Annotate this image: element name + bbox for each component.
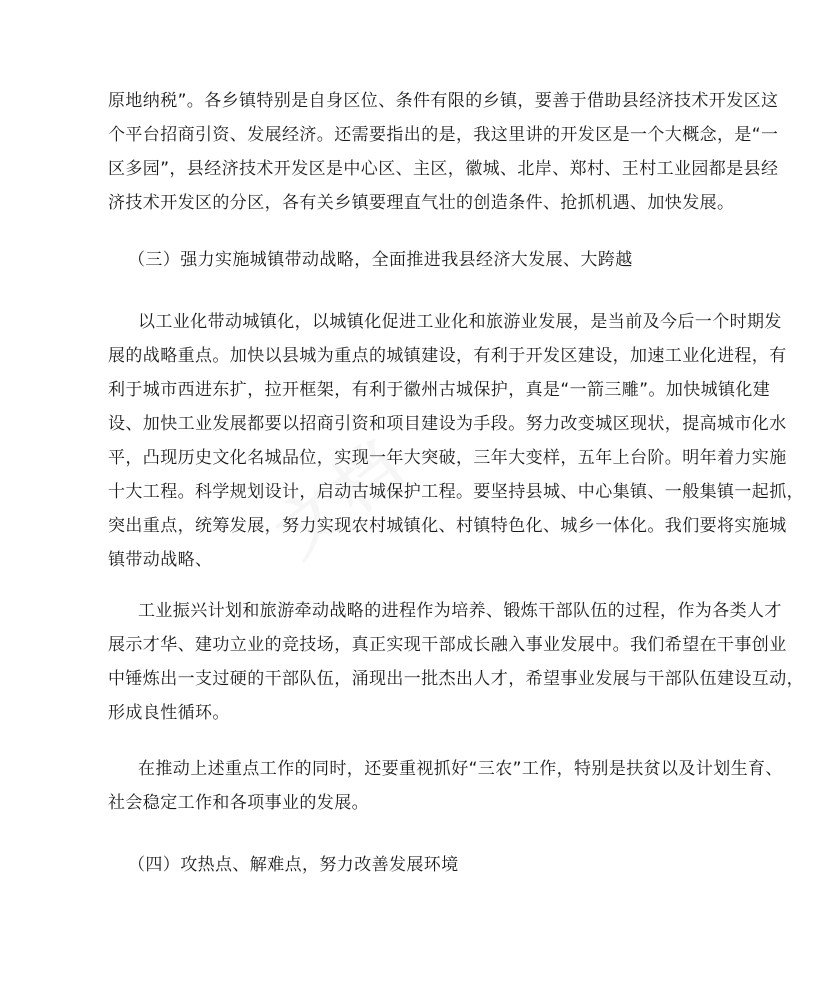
paragraph-line: 社会稳定工作和各项事业的发展。 bbox=[108, 793, 369, 813]
paragraph-line: 个平台招商引资、发展经济。还需要指出的是，我这里讲的开发区是一个大概念，是“一 bbox=[108, 125, 779, 145]
paragraph-line: 济技术开发区的分区，各有关乡镇要理直气壮的创造条件、抢抓机遇、加快发展。 bbox=[108, 193, 735, 213]
paragraph-line: 中锤炼出一支过硬的干部队伍，涌现出一批杰出人才，希望事业发展与干部队伍建设互动， bbox=[108, 669, 804, 689]
paragraph-4 bbox=[108, 752, 783, 820]
paragraph-2 bbox=[108, 305, 804, 577]
paragraph-line: 形成良性循环。 bbox=[108, 703, 230, 723]
paragraph-line: 以工业化带动城镇化，以城镇化促进工业化和旅游业发展，是当前及今后一个时期发 bbox=[138, 312, 782, 332]
paragraph-line: 十大工程。科学规划设计，启动古城保护工程。要坚持县城、中心集镇、一般集镇一起抓， bbox=[108, 482, 804, 502]
paragraph-line: 镇带动战略、 bbox=[108, 550, 213, 570]
paragraph-line: 平，凸现历史文化名城品位，实现一年大突破，三年大变样，五年上台阶。明年着力实施 bbox=[108, 448, 787, 468]
paragraph-line: 设、加快工业发展都要以招商引资和项目建设为手段。努力改变城区现状，提高城市化水 bbox=[108, 414, 787, 434]
paragraph-line: 展的战略重点。加快以县城为重点的城镇建设，有利于开发区建设，加速工业化进程，有 bbox=[108, 346, 787, 366]
paragraph-line: 区多园”，县经济技术开发区是中心区、主区，徽城、北岸、郑村、王村工业园都是县经 bbox=[108, 159, 779, 179]
paragraph-line: 在推动上述重点工作的同时，还要重视抓好“三农”工作，特别是扶贫以及计划生育、 bbox=[138, 759, 783, 779]
section-heading-3: （三）强力实施城镇带动战略，全面推进我县经济大发展、大跨越 bbox=[128, 250, 633, 270]
paragraph-line: 工业振兴计划和旅游牵动战略的进程作为培养、锻炼干部队伍的过程，作为各类人才 bbox=[138, 601, 782, 621]
paragraph-line: 展示才华、建功立业的竞技场，真正实现干部成长融入事业发展中。我们希望在干事创业 bbox=[108, 635, 787, 655]
paragraph-1 bbox=[108, 84, 779, 220]
paragraph-3 bbox=[108, 594, 804, 730]
paragraph-line: 突出重点，统筹发展，努力实现农村城镇化、村镇特色化、城乡一体化。我们要将实施城 bbox=[108, 516, 787, 536]
paragraph-line: 利于城市西进东扩，拉开框架，有利于徽州古城保护，真是“一箭三雕”。加快城镇化建 bbox=[108, 380, 771, 400]
paragraph-line: 原地纳税”。各乡镇特别是自身区位、条件有限的乡镇，要善于借助县经济技术开发区这 bbox=[108, 91, 779, 111]
section-heading-4: （四）攻热点、解难点，努力改善发展环境 bbox=[128, 855, 459, 875]
